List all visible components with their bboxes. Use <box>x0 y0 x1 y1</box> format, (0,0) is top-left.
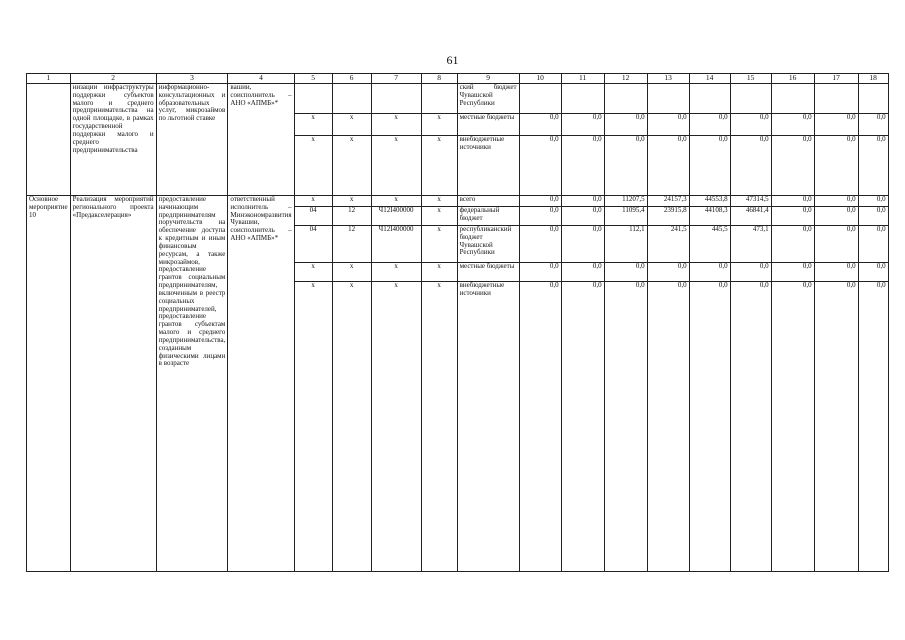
source-stack <box>457 84 519 196</box>
value-cell: 241,5 <box>648 225 689 262</box>
value-cell: 0,0 <box>731 135 771 195</box>
financing-table <box>26 73 889 572</box>
value-cell: 0,0 <box>772 262 814 281</box>
value-stack <box>858 196 888 572</box>
code-cell: x <box>437 195 441 203</box>
value-cell: 0,0 <box>815 113 858 135</box>
value-stack <box>814 196 858 572</box>
value-stack <box>604 196 647 572</box>
value-cell <box>815 84 858 113</box>
code-cell <box>422 84 457 113</box>
value-cell <box>690 84 730 113</box>
measure-id-cell <box>27 84 71 196</box>
code-cell <box>333 84 371 113</box>
value-stack <box>647 84 689 196</box>
code-cell: x <box>295 262 332 281</box>
value-cell: 112,1 <box>605 225 647 262</box>
code-cell: x <box>295 113 332 135</box>
code-cell <box>372 84 421 113</box>
value-cell: 445,5 <box>690 225 730 262</box>
value-cell: 0,0 <box>859 206 888 225</box>
header-cell: 4 <box>228 74 294 84</box>
value-cell: 0,0 <box>605 135 647 195</box>
value-cell: 0,0 <box>859 135 888 195</box>
value-cell: 0,0 <box>690 281 730 301</box>
value-cell: 0,0 <box>690 262 730 281</box>
value-stack <box>858 84 888 196</box>
value-cell: 0,0 <box>562 113 604 135</box>
page-number: 61 <box>446 53 459 67</box>
value-stack <box>689 196 730 572</box>
value-cell: 0,0 <box>690 135 730 195</box>
value-cell: 0,0 <box>648 262 689 281</box>
value-cell: 0,0 <box>690 113 730 135</box>
value-cell: 0,0 <box>605 113 647 135</box>
code-cell: x <box>372 262 421 281</box>
value-cell: 0,0 <box>605 262 647 281</box>
measure-description-cell: информационно-консультационных и образовательных услуг, микрозаймов по льготной ставке <box>156 84 228 196</box>
value-cell: 24157,3 <box>663 195 687 203</box>
value-stack <box>730 196 771 572</box>
header-cell: 18 <box>858 74 888 84</box>
header-cell: 2 <box>70 74 156 84</box>
value-cell: 0,0 <box>731 262 771 281</box>
value-cell: 0,0 <box>562 225 604 262</box>
funding-source: местные бюджеты <box>458 113 519 135</box>
value-cell: 0,0 <box>772 135 814 195</box>
value-cell <box>605 84 647 113</box>
code-cell: x <box>422 135 457 195</box>
value-cell: 473,1 <box>731 225 771 262</box>
value-cell: 0,0 <box>859 262 888 281</box>
value-cell <box>562 84 604 113</box>
funding-source: внебюджетные источники <box>458 281 519 301</box>
measure-id-cell: Основное мероприятие 10 <box>27 196 71 572</box>
code-cell: x <box>372 113 421 135</box>
value-cell: 0,0 <box>520 206 561 225</box>
value-cell: 0,0 <box>520 262 561 281</box>
code-cell: x <box>422 113 457 135</box>
code-cell: 04 <box>295 225 332 262</box>
col5-stack <box>294 196 332 572</box>
value-cell <box>648 84 689 113</box>
header-cell: 11 <box>561 74 604 84</box>
funding-source: республиканский бюджет Чувашской Республики <box>458 225 519 262</box>
code-cell: x <box>333 262 371 281</box>
col6-stack <box>332 84 371 196</box>
code-cell: x <box>295 135 332 195</box>
header-cell: 6 <box>332 74 371 84</box>
col8-stack <box>421 196 457 572</box>
value-stack <box>689 84 730 196</box>
value-cell: 44108,3 <box>690 206 730 225</box>
executor-cell: вашии, соисполнитель – АНО «АПМБ»* <box>228 84 294 196</box>
value-cell: 0,0 <box>520 135 561 195</box>
value-stack <box>814 84 858 196</box>
value-cell: 0,0 <box>520 225 561 262</box>
value-cell: 46841,4 <box>731 206 771 225</box>
header-cell: 7 <box>371 74 421 84</box>
value-cell: 0,0 <box>815 206 858 225</box>
header-cell: 8 <box>421 74 457 84</box>
header-cell: 5 <box>294 74 332 84</box>
value-cell: 47314,5 <box>745 195 769 203</box>
value-cell: 0,0 <box>859 225 888 262</box>
code-cell: Ч12I400000 <box>372 206 421 225</box>
value-stack <box>561 84 604 196</box>
value-cell: 0,0 <box>648 135 689 195</box>
col8-stack <box>421 84 457 196</box>
code-cell: Ч12I400000 <box>372 225 421 262</box>
value-stack <box>519 196 561 572</box>
value-cell: 11207,5 <box>622 195 645 203</box>
measure-description-cell: предоставление начинающим предпринимателям поручительств на обеспечение доступа к кредитным и иным финансовым ресурсам, а также микрозаймов, предоставление грантов социальным предпринимателям, включенным в реестр социальных предпринимателей, предоставление грантов субъектам малого и среднего предпринимательства, созданным физическими лицами в возрасте <box>156 196 228 572</box>
source-stack <box>457 196 519 572</box>
code-cell: x <box>311 195 315 203</box>
block1-row <box>27 84 889 196</box>
value-cell: 0,0 <box>815 135 858 195</box>
code-cell: x <box>372 281 421 301</box>
value-stack <box>604 84 647 196</box>
code-cell: x <box>422 262 457 281</box>
code-cell <box>295 84 332 113</box>
value-cell: 0,0 <box>648 113 689 135</box>
value-cell: 44553,8 <box>704 195 728 203</box>
header-cell: 16 <box>771 74 814 84</box>
header-cell: 14 <box>689 74 730 84</box>
measure-name-cell: низации инфраструктуры поддержки субъектов малого и среднего предпринимательства на одной площадке, в рамках государственной поддержки малого и среднего предпринимательства <box>70 84 156 196</box>
code-cell: x <box>295 281 332 301</box>
header-cell: 15 <box>730 74 771 84</box>
col5-stack <box>294 84 332 196</box>
value-cell: 0,0 <box>772 281 814 301</box>
code-cell: x <box>333 135 371 195</box>
col7-stack <box>371 196 421 572</box>
value-cell <box>731 84 771 113</box>
value-cell: 0,0 <box>731 281 771 301</box>
code-cell: x <box>333 281 371 301</box>
value-cell: 0,0 <box>731 113 771 135</box>
value-cell: 0,0 <box>562 262 604 281</box>
executor-cell: ответственный исполнитель – Минэкономразвития Чувашии, соисполнитель – АНО «АПМБ»* <box>228 196 294 572</box>
funding-source: внебюджетные источники <box>458 135 519 195</box>
code-cell: 04 <box>295 206 332 225</box>
value-cell: 0,0 <box>562 135 604 195</box>
value-cell: 0,0 <box>772 225 814 262</box>
value-cell: 0,0 <box>815 225 858 262</box>
value-cell: 0,0 <box>772 113 814 135</box>
value-cell: 0,0 <box>859 113 888 135</box>
block2-row <box>27 196 889 572</box>
header-cell: 13 <box>647 74 689 84</box>
code-cell: x <box>372 135 421 195</box>
header-cell: 9 <box>457 74 519 84</box>
value-cell <box>772 84 814 113</box>
col6-stack <box>332 196 371 572</box>
value-cell: 0,0 <box>549 195 559 203</box>
code-cell: x <box>333 113 371 135</box>
value-stack <box>730 84 771 196</box>
funding-source: местные бюджеты <box>458 262 519 281</box>
value-stack <box>771 84 814 196</box>
header-row <box>27 74 889 84</box>
value-stack <box>519 84 561 196</box>
value-cell: 0,0 <box>592 195 602 203</box>
measure-name-cell: Реализация мероприятий регионального проекта «Предакселерация» <box>70 196 156 572</box>
value-cell: 0,0 <box>815 281 858 301</box>
value-cell: 0,0 <box>520 281 561 301</box>
code-cell: 12 <box>333 206 371 225</box>
value-cell: 0,0 <box>876 195 886 203</box>
value-cell: 0,0 <box>520 113 561 135</box>
code-cell: x <box>422 225 457 262</box>
value-cell: 0,0 <box>562 206 604 225</box>
code-cell: x <box>422 206 457 225</box>
header-cell: 12 <box>604 74 647 84</box>
header-cell: 17 <box>814 74 858 84</box>
value-cell: 23915,8 <box>648 206 689 225</box>
header-cell: 1 <box>27 74 71 84</box>
value-stack <box>771 196 814 572</box>
code-cell: x <box>422 281 457 301</box>
col7-stack <box>371 84 421 196</box>
code-cell: 12 <box>333 225 371 262</box>
value-cell: 0,0 <box>605 281 647 301</box>
code-cell: x <box>394 195 398 203</box>
header-cell: 3 <box>156 74 228 84</box>
code-cell: x <box>349 195 354 203</box>
value-stack <box>561 196 604 572</box>
funding-source: ский бюджет Чувашской Республики <box>459 83 517 107</box>
funding-source: всего <box>459 195 476 203</box>
value-cell: 0,0 <box>859 281 888 301</box>
value-cell: 0,0 <box>802 195 812 203</box>
value-cell <box>859 84 888 113</box>
value-cell: 0,0 <box>846 195 856 203</box>
value-cell <box>520 84 561 113</box>
header-cell: 10 <box>519 74 561 84</box>
value-cell: 0,0 <box>562 281 604 301</box>
value-cell: 11095,4 <box>605 206 647 225</box>
value-cell: 0,0 <box>648 281 689 301</box>
value-stack <box>647 196 689 572</box>
value-cell: 0,0 <box>815 262 858 281</box>
funding-source: федеральный бюджет <box>458 206 519 225</box>
value-cell: 0,0 <box>772 206 814 225</box>
